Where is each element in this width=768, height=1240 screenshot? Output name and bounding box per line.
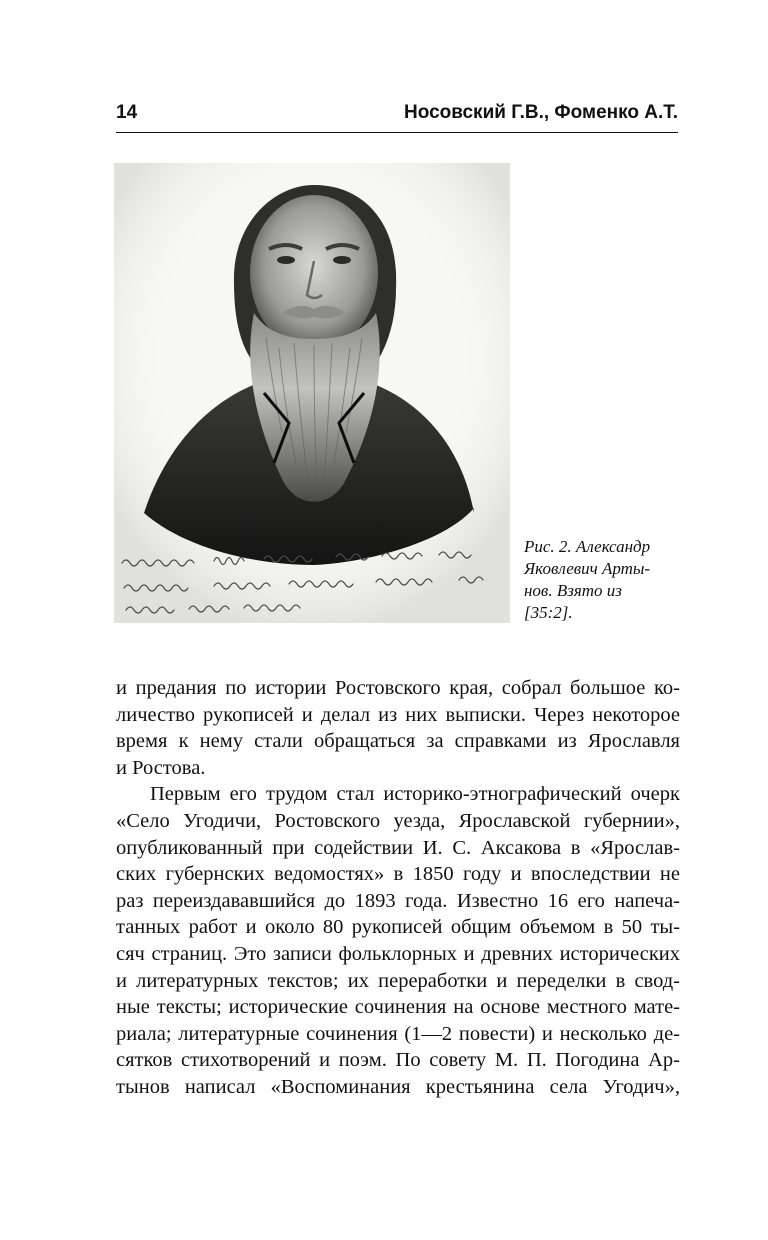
paragraph-2	[116, 781, 680, 1100]
book-authors: Носовский Г.В., Фоменко А.Т.	[404, 102, 678, 123]
portrait-illustration	[114, 163, 510, 623]
text-line: «Село Угодичи, Ростовского уезда, Ярославской губернии»,	[116, 809, 680, 832]
text-line: сятков стихотворений и поэм. По совету М. П. Погодина Ар-	[116, 1049, 680, 1072]
caption-line: [35:2].	[524, 603, 573, 622]
running-head	[116, 98, 678, 133]
text-line: и Ростова.	[116, 756, 206, 779]
paragraph-1	[116, 675, 680, 781]
body-text	[116, 675, 680, 1101]
text-line: и литературных текстов; их переработки и переделки в свод-	[116, 969, 680, 992]
text-line: время к нему стали обращаться за справками из Ярославля	[116, 730, 680, 753]
text-line: риала; литературные сочинения (1—2 повести) и несколько де-	[116, 1022, 680, 1045]
text-line: Первым его трудом стал историко-этнографический очерк	[150, 783, 680, 806]
text-line: личество рукописей и делал из них выписки. Через некоторое	[116, 703, 680, 726]
caption-line: Яковлевич Арты-	[524, 559, 651, 578]
text-line: ные тексты; исторические сочинения на основе местного мате-	[116, 996, 680, 1019]
caption-line: Рис. 2. Александр	[524, 537, 651, 556]
text-line: сяч страниц. Это записи фольклорных и древних исторических	[116, 942, 680, 965]
text-line: тынов написал «Воспоминания крестьянина села Угодич»,	[116, 1075, 680, 1098]
caption-line: нов. Взято из	[524, 581, 622, 600]
portrait-photograph	[114, 163, 510, 623]
text-line: ских губернских ведомостях» в 1850 году и впоследствии не	[116, 863, 680, 886]
text-line: раз переиздававшийся до 1893 года. Известно 16 его напеча-	[116, 889, 680, 912]
text-line: опубликованный при содействии И. С. Аксакова в «Ярослав-	[116, 836, 680, 859]
figure-caption	[524, 536, 684, 624]
page-number: 14	[116, 102, 138, 123]
text-line: и предания по истории Ростовского края, собрал большое ко-	[116, 677, 680, 699]
text-line: танных работ и около 80 рукописей общим объемом в 50 ты-	[116, 916, 680, 939]
